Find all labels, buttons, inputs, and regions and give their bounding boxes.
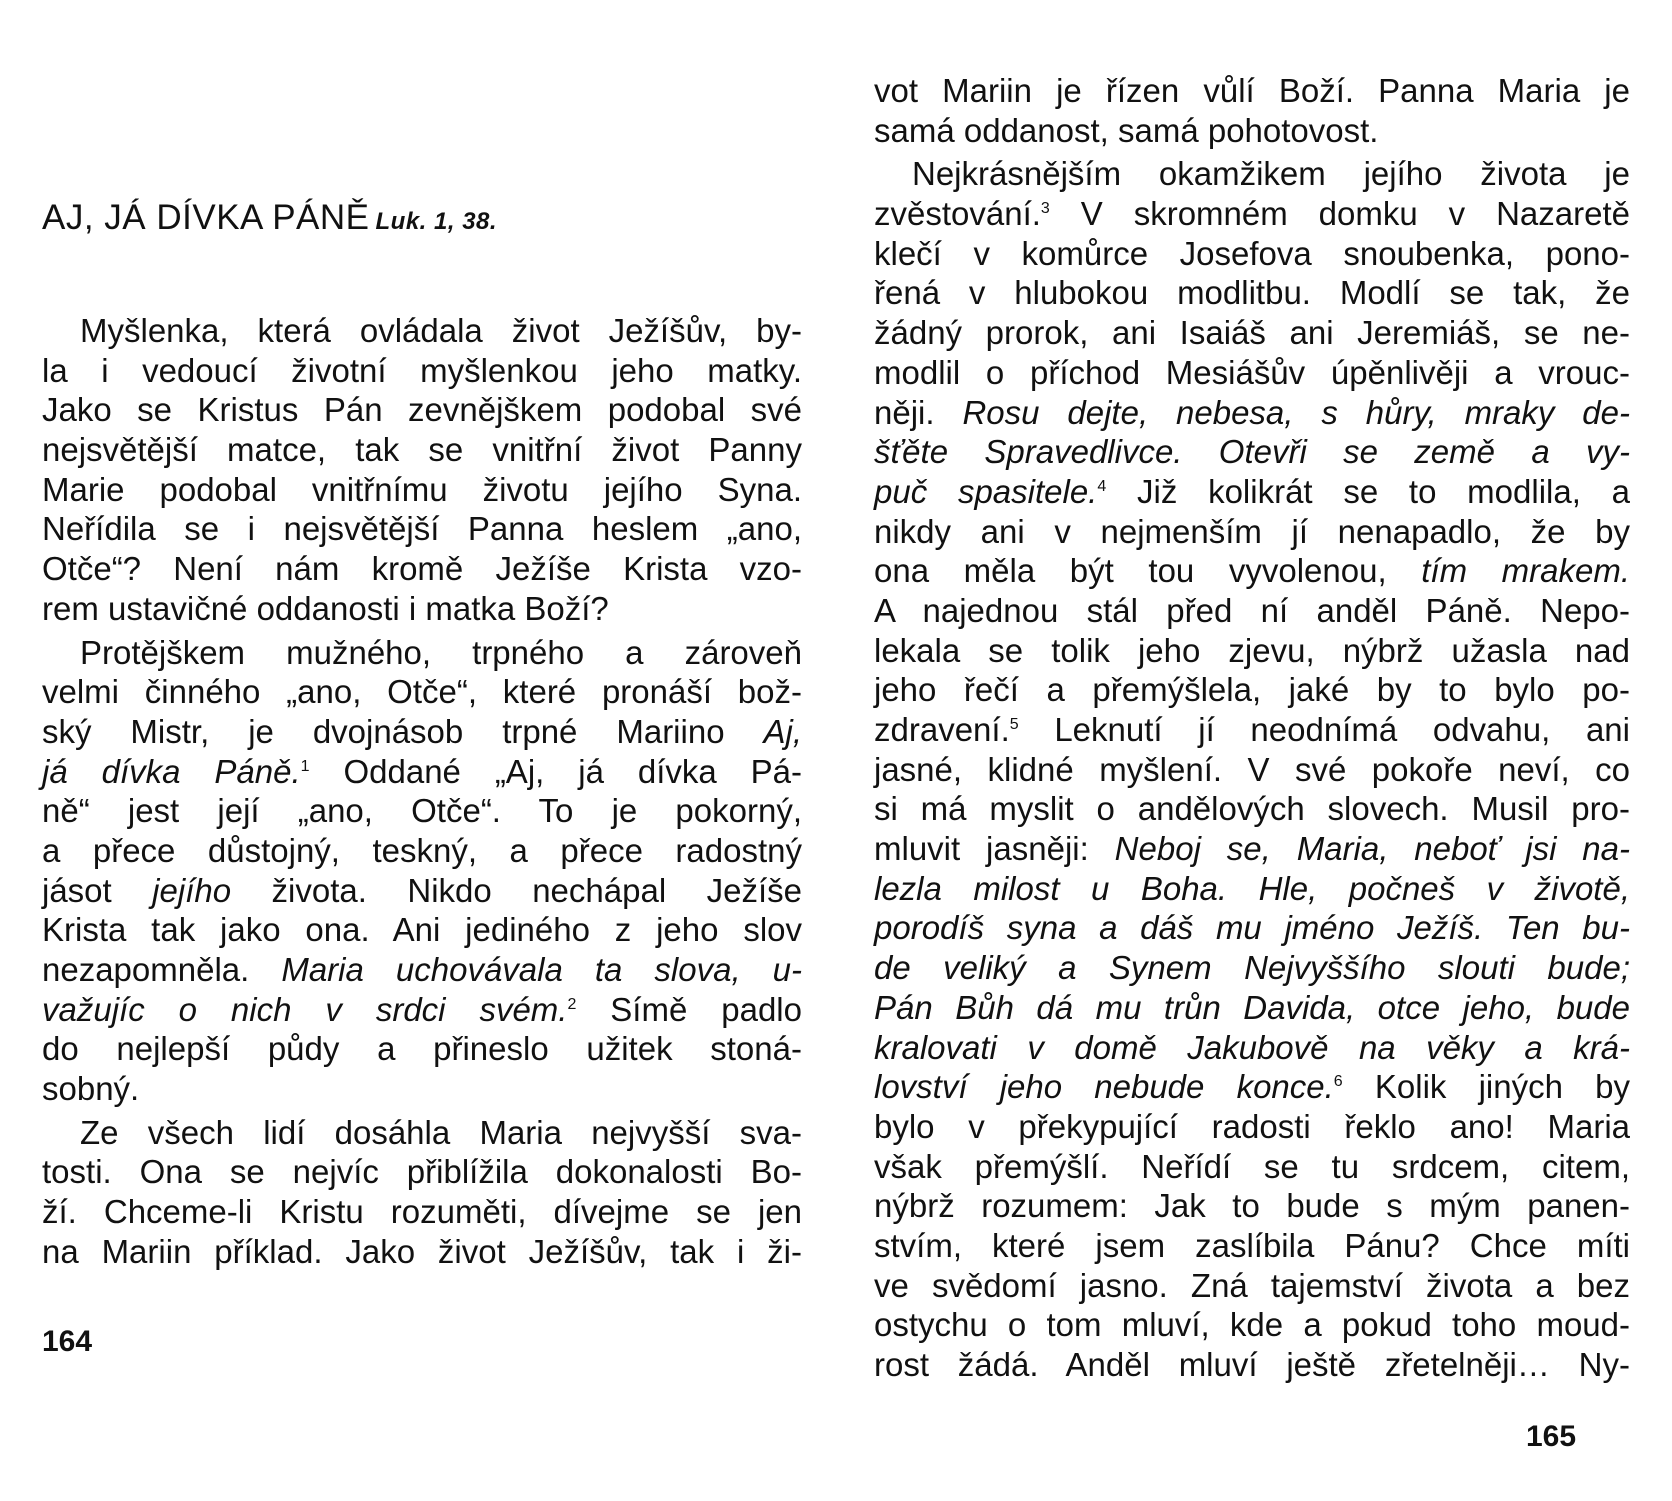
text-line: kralovati v domě Jakubově na věky a krá- [874, 1028, 1630, 1066]
text-line: lezla milost u Boha. Hle, počneš v životě, [874, 869, 1630, 907]
text-line: na Mariin příklad. Jako život Ježíšův, tak i ži- [42, 1232, 802, 1270]
text-line: nýbrž rozumem: Jak to bude s mým panen- [874, 1187, 1630, 1225]
text-line: ně“ jest její „ano, Otče“. To je pokorný, [42, 792, 802, 830]
text-line: ve svědomí jasno. Zná tajemství života a bez [874, 1266, 1630, 1304]
page-number: 164 [42, 1325, 93, 1358]
text-line: lekala se tolik jeho zjevu, nýbrž užasla nad [874, 631, 1630, 669]
text-line: Nejkrásnějším okamžikem jejího života je [912, 155, 1630, 193]
text-line: samá oddanost, samá pohotovost. [874, 111, 1379, 149]
text-line: jeho řečí a přemýšlela, jaké by to bylo po- [874, 671, 1630, 709]
text-line: a přece důstojný, teskný, a přece radostný [42, 831, 802, 869]
text-line: jásot jejího života. Nikdo nechápal Ježíše [42, 871, 802, 909]
text-line: zvěstování.$^3$ V skromném domku v Nazaretě [874, 195, 1630, 233]
text-line: Krista tak jako ona. Ani jediného z jeho slov [42, 911, 802, 949]
footnote-ref: 3 [1040, 200, 1050, 218]
text-line: nezapomněla. Maria uchovávala ta slova, u- [42, 951, 802, 988]
text-line: zdravení.$^5$ Leknutí jí neodnímá odvahu, ani [874, 711, 1630, 748]
text-line: si má myslit o andělových slovech. Musil pro- [874, 790, 1630, 828]
footnote-ref: 2 [567, 995, 577, 1013]
text-line: Protějškem mužného, trpného a zároveň [80, 633, 802, 671]
text-line: klečí v komůrce Josefova snoubenka, pono- [874, 234, 1630, 272]
text-line: puč spasitele.$^4$ Již kolikrát se to modlila, a [874, 472, 1630, 510]
text-line: jasné, klidné myšlení. V své pokoře neví, co [874, 750, 1630, 788]
text-line: lovství jeho nebude konce.$^6$ Kolik jiných by [874, 1068, 1630, 1106]
text-line: ostychu o tom mluví, kde a pokud toho moud- [874, 1306, 1630, 1344]
text-line: šťěte Spravedlivce. Otevři se země a vy- [874, 433, 1630, 471]
text-line: Myšlenka, která ovládala život Ježíšův, by- [80, 312, 802, 349]
footnote-ref: 6 [1333, 1073, 1343, 1091]
text-line: nejsvětější matce, tak se vnitřní život Panny [42, 431, 802, 469]
text-line: stvím, které jsem zaslíbila Pánu? Chce míti [874, 1226, 1630, 1264]
text-line: A najednou stál před ní anděl Páně. Nepo- [874, 591, 1630, 629]
text-line: Marie podobal vnitřnímu životu jejího Syna. [42, 470, 802, 508]
text-line: rost žádá. Anděl mluví ještě zřetelněji… Ny- [874, 1346, 1630, 1383]
page-number: 165 [1526, 1420, 1577, 1453]
text-line: Jako se Kristus Pán zevnějškem podobal své [42, 391, 802, 429]
left-text-column [42, 311, 802, 1272]
text-line: rem ustavičné oddanosti i matka Boží? [42, 589, 609, 627]
text-line: Neřídila se i nejsvětější Panna heslem „ano, [42, 510, 802, 548]
text-line: vot Mariin je řízen vůlí Boží. Panna Maria je [874, 72, 1630, 109]
text-line: nikdy ani v nejmenším jí nenapadlo, že by [874, 512, 1630, 550]
text-line: la i vedoucí životní myšlenkou jeho matky. [42, 351, 802, 389]
text-line: do nejlepší půdy a přineslo užitek stoná- [42, 1030, 802, 1068]
chapter-title: AJ, JÁ DÍVKA PÁNĚ [42, 198, 370, 237]
footnote-ref: 4 [1097, 477, 1107, 495]
footnote-ref: 5 [1009, 716, 1019, 733]
text-line: ona měla být tou vyvolenou, tím mrakem. [874, 552, 1630, 590]
text-line: velmi činného „ano, Otče“, které pronáší bož- [42, 673, 802, 711]
text-line: bylo v překypující radosti řeklo ano! Maria [874, 1107, 1630, 1145]
text-line: de veliký a Synem Nejvyššího slouti bude; [874, 949, 1630, 987]
text-line: já dívka Páně.$^1$ Oddané „Aj, já dívka Pá- [42, 752, 802, 790]
text-line: tosti. Ona se nejvíc přiblížila dokonalosti Bo- [42, 1153, 802, 1191]
text-line: Ze všech lidí dosáhla Maria nejvyšší sva- [80, 1113, 802, 1151]
text-line: modlil o příchod Mesiášův úpěnlivěji a vrouc- [874, 353, 1630, 391]
text-line: Pán Bůh dá mu trůn Davida, otce jeho, bude [874, 988, 1630, 1026]
text-line: žádný prorok, ani Isaiáš ani Jeremiáš, se ne- [874, 314, 1630, 352]
text-line: ží. Chceme-li Kristu rozuměti, dívejme se jen [42, 1193, 802, 1231]
text-line: Otče“? Není nám kromě Ježíše Krista vzo- [42, 550, 802, 588]
footnote-ref: 1 [300, 757, 310, 775]
text-line: mluvit jasněji: Neboj se, Maria, neboť jsi na- [874, 830, 1630, 868]
text-line: řená v hlubokou modlitbu. Modlí se tak, že [874, 274, 1630, 312]
chapter-heading [42, 198, 497, 238]
bible-reference: Luk. 1, 38. [375, 208, 498, 235]
text-line: sobný. [42, 1070, 140, 1108]
text-line: važujíc o nich v srdci svém.$^2$ Símě padlo [42, 990, 802, 1028]
text-line: však přemýšlí. Neřídí se tu srdcem, citem, [874, 1147, 1630, 1185]
text-line: něji. Rosu dejte, nebesa, s hůry, mraky de- [874, 393, 1630, 431]
text-line: ský Mistr, je dvojnásob trpné Mariino Aj, [42, 712, 802, 750]
text-line: porodíš syna a dáš mu jméno Ježíš. Ten bu- [874, 909, 1630, 947]
right-page [836, 0, 1672, 1501]
right-text-column [874, 71, 1630, 1385]
